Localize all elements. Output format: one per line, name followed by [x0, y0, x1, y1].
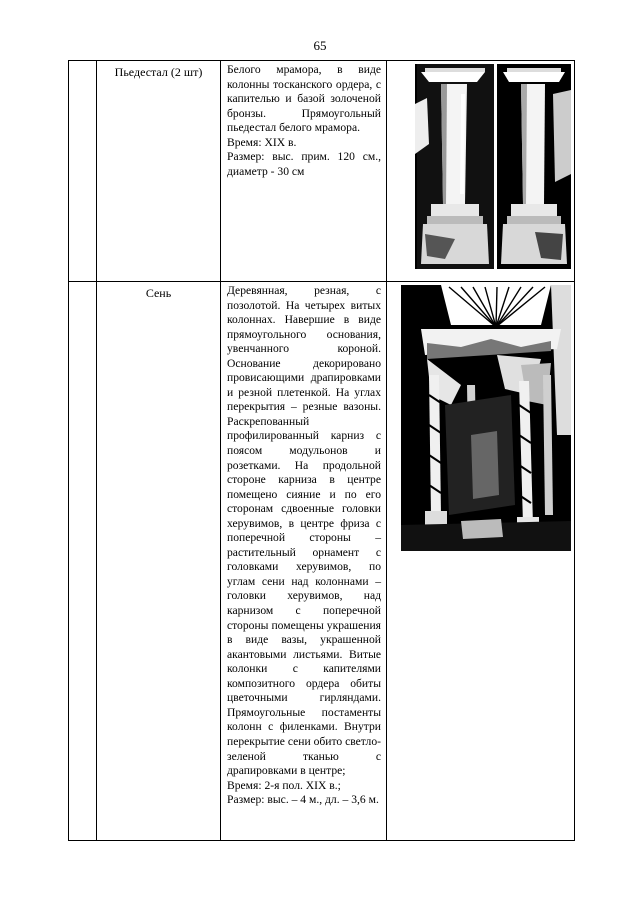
description-time: Время: XIX в. — [227, 135, 297, 149]
page-number: 65 — [313, 38, 327, 53]
item-name-cell — [97, 282, 221, 841]
item-name: Сень — [145, 286, 172, 300]
description-text: Деревянная, резная, с позолотой. На четырех витых колоннах. Навершие в виде прямоугольного основания, увенчанного короной. Основание декорировано провисающими драпировками и резной плетенкой. На углах перекрытия – резные вазоны. Раскрепованный профилированный карниз с поясом модульонов и розетками. На продольной стороне карниза в центре помещено сияние и по его сторонам сдвоенные головки херувимов, в центре фриза с поперечной стороны – растительный орнамент с головками херувимов, по углам сени над колоннами – головки херувимов, над карнизом с поперечной стороны помещены украшения в виде вазы, украшенной акантовыми листьями. Витые колонки с капителями композитного ордера обиты цветочными гирляндами. Прямоугольные постаменты колонн с филенками. Внутри перекрытие сени обито светло-зеленой тканью с драпировками в центре; — [227, 284, 381, 778]
description-text: Белого мрамора, в виде колонны тосканского ордера, с капителью и базой золоченой бронзы. Прямоугольный пьедестал белого мрамора. — [227, 63, 381, 135]
item-description-cell — [221, 282, 387, 841]
description-time: Время: 2-я пол. XIX в.; — [227, 778, 341, 792]
description-size: Размер: выс. – 4 м., дл. – 3,6 м. — [227, 793, 379, 807]
index-cell — [69, 282, 97, 841]
table-row — [69, 282, 575, 841]
description-size: Размер: выс. прим. 120 см., диаметр - 30 см — [227, 150, 381, 178]
item-description — [221, 61, 386, 179]
item-name-cell — [97, 61, 221, 282]
canopy-photo — [401, 285, 571, 551]
item-description-cell — [221, 61, 387, 282]
item-name: Пьедестал (2 шт) — [114, 65, 203, 79]
photo-cell — [387, 61, 575, 282]
pedestal-photo — [415, 64, 571, 269]
index-cell — [69, 61, 97, 282]
inventory-table — [68, 60, 575, 841]
item-description — [221, 282, 386, 808]
table-row — [69, 61, 575, 282]
photo-cell — [387, 282, 575, 841]
